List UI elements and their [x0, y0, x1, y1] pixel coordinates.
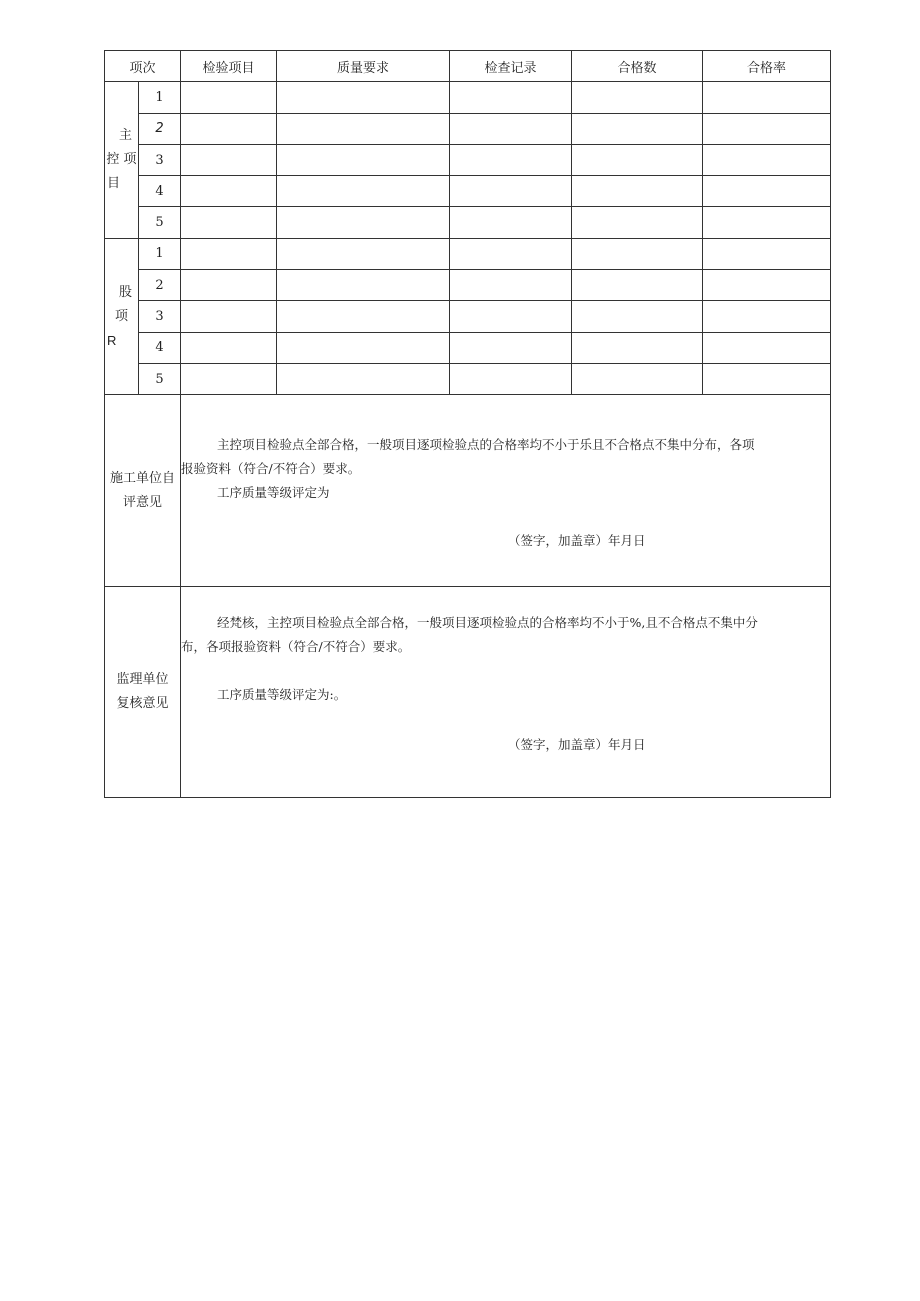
- qualified-rate-cell[interactable]: [703, 82, 831, 113]
- inspection-form-table: [104, 50, 831, 798]
- qualified-rate-cell[interactable]: [703, 238, 831, 269]
- quality-requirement-cell[interactable]: [277, 332, 450, 363]
- inspection-item-cell[interactable]: [181, 363, 277, 394]
- table-row: [105, 363, 831, 394]
- contractor-opinion-label: 施工单位自 评意见: [105, 395, 181, 587]
- inspection-record-cell[interactable]: [450, 176, 572, 207]
- row-number: 3: [139, 301, 181, 332]
- row-number: 4: [139, 176, 181, 207]
- qualified-rate-cell[interactable]: [703, 301, 831, 332]
- table-row: [105, 207, 831, 238]
- inspection-item-cell[interactable]: [181, 270, 277, 301]
- header-qualified-rate: 合格率: [703, 51, 831, 82]
- qualified-count-cell[interactable]: [572, 113, 703, 144]
- inspection-item-cell[interactable]: [181, 207, 277, 238]
- qualified-rate-cell[interactable]: [703, 207, 831, 238]
- contractor-grade-text: 工序质量等级评定为: [217, 485, 330, 501]
- row-number: 2: [139, 113, 181, 144]
- qualified-count-cell[interactable]: [572, 176, 703, 207]
- supervisor-opinion-text: 经梵核，主控项目检验点全部合格，一般项目逐项检验点的合格率均不小于%,且不合格点不集中分 布，各项报验资料（符合/不符合）要求。: [181, 615, 758, 655]
- qualified-count-cell[interactable]: [572, 363, 703, 394]
- header-qualified-count: 合格数: [572, 51, 703, 82]
- contractor-opinion-text: 主控项目检验点全部合格，一般项目逐项检验点的合格率均不小于乐且不合格点不集中分布，各项 报验资料（符合/不符合）要求。: [181, 437, 755, 477]
- qualified-count-cell[interactable]: [572, 270, 703, 301]
- inspection-record-cell[interactable]: [450, 82, 572, 113]
- quality-requirement-cell[interactable]: [277, 238, 450, 269]
- quality-requirement-cell[interactable]: [277, 363, 450, 394]
- contractor-opinion-row: [105, 395, 831, 587]
- quality-requirement-cell[interactable]: [277, 207, 450, 238]
- contractor-opinion-content[interactable]: [181, 395, 831, 587]
- quality-requirement-cell[interactable]: [277, 301, 450, 332]
- table-row: [105, 301, 831, 332]
- table-row: [105, 176, 831, 207]
- header-inspection-item: 检验项目: [181, 51, 277, 82]
- qualified-rate-cell[interactable]: [703, 363, 831, 394]
- row-number: 3: [139, 144, 181, 175]
- inspection-item-cell[interactable]: [181, 113, 277, 144]
- inspection-record-cell[interactable]: [450, 332, 572, 363]
- supervisor-opinion-row: [105, 587, 831, 798]
- table-row: [105, 144, 831, 175]
- inspection-record-cell[interactable]: [450, 301, 572, 332]
- qualified-rate-cell[interactable]: [703, 144, 831, 175]
- inspection-record-cell[interactable]: [450, 113, 572, 144]
- supervisor-opinion-label: 监理单位 复核意见: [105, 587, 181, 798]
- table-row: [105, 113, 831, 144]
- quality-requirement-cell[interactable]: [277, 113, 450, 144]
- inspection-item-cell[interactable]: [181, 176, 277, 207]
- supervisor-signature-line: （签字，加盖章）年月日: [508, 737, 646, 753]
- supervisor-grade-text: 工序质量等级评定为:。: [217, 687, 347, 703]
- qualified-count-cell[interactable]: [572, 207, 703, 238]
- contractor-signature-line: （签字，加盖章）年月日: [508, 533, 646, 549]
- inspection-record-cell[interactable]: [450, 144, 572, 175]
- row-number: 1: [139, 82, 181, 113]
- table-row: [105, 82, 831, 113]
- table-row: [105, 332, 831, 363]
- header-item-no: 项次: [105, 51, 181, 82]
- header-row: [105, 51, 831, 82]
- row-number: 5: [139, 363, 181, 394]
- qualified-rate-cell[interactable]: [703, 332, 831, 363]
- inspection-record-cell[interactable]: [450, 363, 572, 394]
- inspection-record-cell[interactable]: [450, 238, 572, 269]
- table-row: [105, 270, 831, 301]
- qualified-rate-cell[interactable]: [703, 176, 831, 207]
- inspection-item-cell[interactable]: [181, 332, 277, 363]
- row-number: 1: [139, 238, 181, 269]
- inspection-record-cell[interactable]: [450, 270, 572, 301]
- table-row: [105, 238, 831, 269]
- supervisor-opinion-content[interactable]: [181, 587, 831, 798]
- qualified-count-cell[interactable]: [572, 82, 703, 113]
- qualified-count-cell[interactable]: [572, 332, 703, 363]
- qualified-count-cell[interactable]: [572, 238, 703, 269]
- qualified-rate-cell[interactable]: [703, 270, 831, 301]
- row-number: 5: [139, 207, 181, 238]
- inspection-item-cell[interactable]: [181, 144, 277, 175]
- inspection-item-cell[interactable]: [181, 82, 277, 113]
- row-number: 4: [139, 332, 181, 363]
- qualified-count-cell[interactable]: [572, 301, 703, 332]
- quality-requirement-cell[interactable]: [277, 82, 450, 113]
- inspection-item-cell[interactable]: [181, 238, 277, 269]
- main-items-label: 主 控 项 目: [105, 82, 139, 238]
- row-number: 2: [139, 270, 181, 301]
- qualified-count-cell[interactable]: [572, 144, 703, 175]
- inspection-record-cell[interactable]: [450, 207, 572, 238]
- quality-requirement-cell[interactable]: [277, 144, 450, 175]
- qualified-rate-cell[interactable]: [703, 113, 831, 144]
- quality-requirement-cell[interactable]: [277, 176, 450, 207]
- general-items-label: 股 项 R: [105, 238, 139, 394]
- header-inspection-record: 检查记录: [450, 51, 572, 82]
- header-quality-requirement: 质量要求: [277, 51, 450, 82]
- inspection-item-cell[interactable]: [181, 301, 277, 332]
- quality-requirement-cell[interactable]: [277, 270, 450, 301]
